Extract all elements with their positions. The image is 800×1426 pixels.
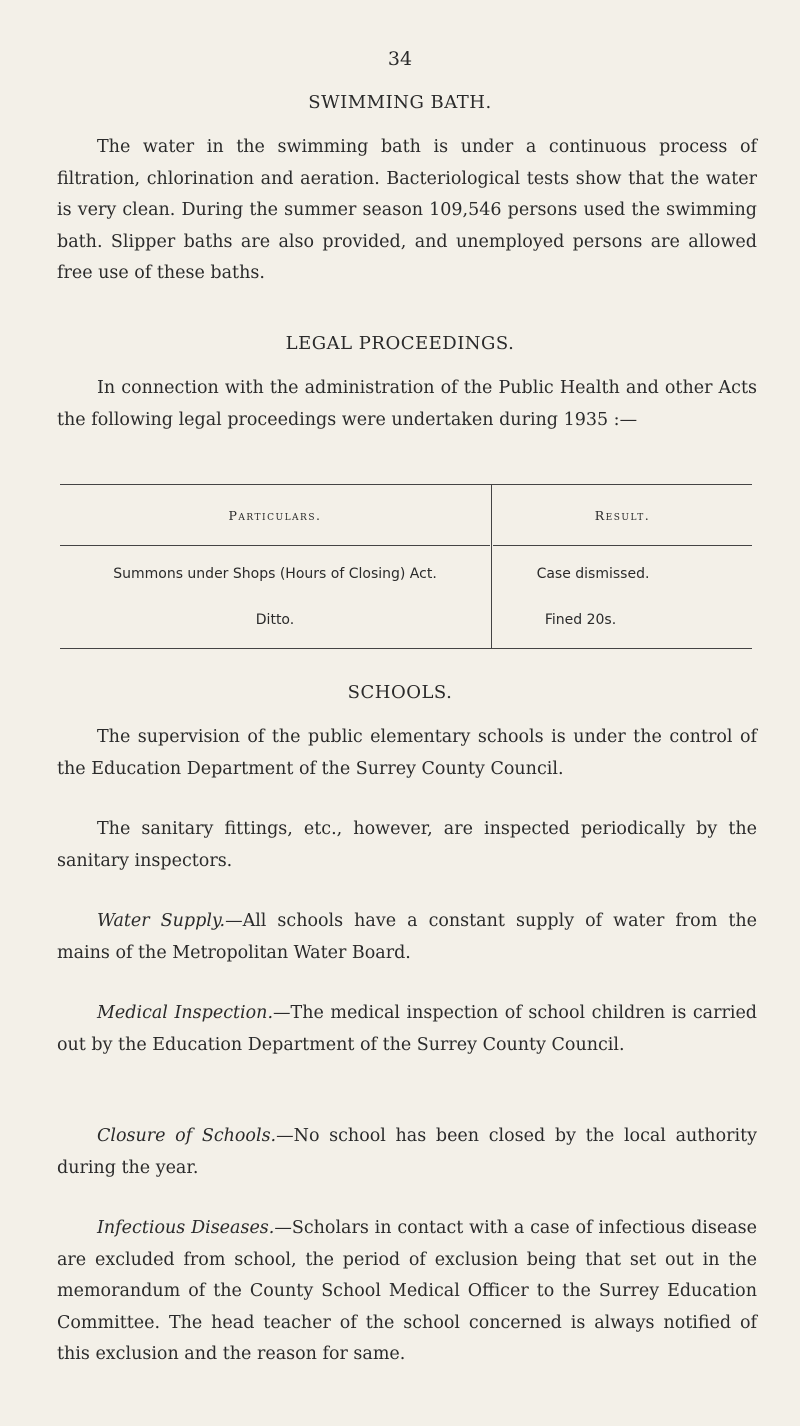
schools-paragraph-sanitary: The sanitary fittings, etc., however, are inspected periodically by the sanitary inspectors. xyxy=(57,819,757,871)
header-rule-right xyxy=(493,545,752,546)
infectious-diseases-paragraph xyxy=(57,1213,757,1371)
water-supply-paragraph xyxy=(57,906,757,969)
table-column-divider xyxy=(491,484,492,648)
closure-of-schools-paragraph xyxy=(57,1121,757,1184)
table-cell-result: Case dismissed. xyxy=(536,566,650,582)
table-top-rule xyxy=(60,484,752,485)
table-cell-particulars: Ditto. xyxy=(255,612,295,628)
water-supply-text: —All schools have a constant supply of water from the mains of the Metropolitan Water Board. xyxy=(57,911,757,963)
legal-proceedings-paragraph: In connection with the administration of the Public Health and other Acts the following legal proceedings were undertaken during 1935 :— xyxy=(57,378,757,430)
column-header-particulars: Particulars. xyxy=(228,508,322,523)
swimming-bath-heading: SWIMMING BATH. xyxy=(308,92,492,113)
medical-inspection-text: —The medical inspection of school children is carried out by the Education Department of the Surrey County Council. xyxy=(57,1003,757,1055)
infectious-diseases-title: Infectious Diseases. xyxy=(97,1218,275,1238)
page-number: 34 xyxy=(387,48,413,70)
swimming-bath-paragraph: The water in the swimming bath is under a continuous process of filtration, chlorination and aeration. Bacteriological tests show that the water is very clean. During the summer season 109,546 persons used the swimming bath. Slipper baths are also provided, and unemployed persons are allowed free use of these baths. xyxy=(57,137,757,283)
schools-heading: SCHOOLS. xyxy=(347,682,453,703)
table-cell-result: Fined 20s. xyxy=(544,612,617,628)
schools-paragraph-supervision: The supervision of the public elementary schools is under the control of the Education Department of the Surrey County Council. xyxy=(57,727,757,779)
legal-proceedings-heading: LEGAL PROCEEDINGS. xyxy=(285,333,515,354)
medical-inspection-title: Medical Inspection. xyxy=(97,1003,274,1023)
header-rule-left xyxy=(60,545,490,546)
medical-inspection-paragraph xyxy=(57,998,757,1061)
water-supply-title: Water Supply. xyxy=(97,911,226,931)
closure-of-schools-title: Closure of Schools. xyxy=(97,1126,277,1146)
column-header-result: Result. xyxy=(594,508,651,523)
closure-of-schools-text: —No school has been closed by the local authority during the year. xyxy=(57,1126,757,1178)
table-cell-particulars: Summons under Shops (Hours of Closing) Act. xyxy=(113,566,437,582)
infectious-diseases-text: —Scholars in contact with a case of infectious disease are excluded from school, the period of exclusion being that set out in the memorandum of the County School Medical Officer to the Surrey Education Committee. The head teacher of the school concerned is always notified of this exclusion and the reason for same. xyxy=(57,1218,757,1364)
table-bottom-rule xyxy=(60,648,752,649)
